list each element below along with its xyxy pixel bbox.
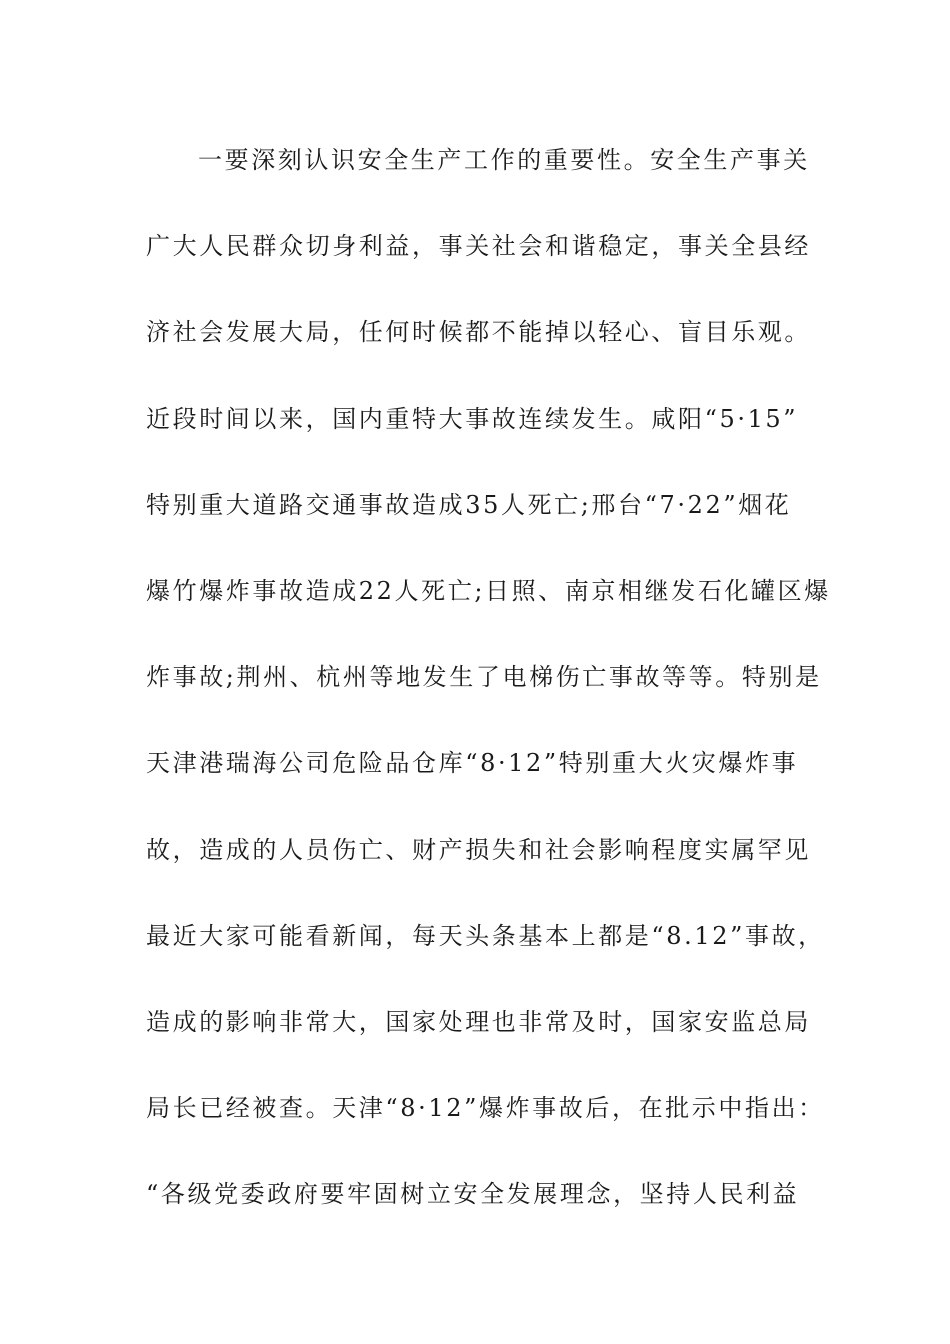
text-line-1: 一要深刻认识安全生产工作的重要性。安全生产事关 — [198, 146, 810, 174]
text-line-8: 天津港瑞海公司危险品仓库“8·12”特别重大火灾爆炸事 — [146, 749, 799, 778]
text-line-6: 爆竹爆炸事故造成22人死亡;日照、南京相继发石化罐区爆 — [146, 576, 831, 605]
text-line-3: 济社会发展大局，任何时候都不能掉以轻心、盲目乐观。 — [146, 318, 811, 347]
text-line-13: “各级党委政府要牢固树立安全发展理念，坚持人民利益 — [146, 1180, 800, 1209]
text-line-2: 广大人民群众切身利益，事关社会和谐稳定，事关全县经 — [146, 232, 811, 261]
text-line-5: 特别重大道路交通事故造成35人死亡;邢台“7·22”烟花 — [146, 490, 792, 519]
text-line-9: 故，造成的人员伤亡、财产损失和社会影响程度实属罕见 — [146, 835, 811, 864]
body-text — [146, 140, 831, 1260]
text-line-4: 近段时间以来，国内重特大事故连续发生。咸阳“5·15” — [146, 404, 799, 433]
text-line-11: 造成的影响非常大，国家处理也非常及时，国家安监总局 — [146, 1007, 811, 1036]
text-line-10: 最近大家可能看新闻，每天头条基本上都是“8.12”事故， — [146, 921, 825, 950]
text-line-7: 炸事故;荆州、杭州等地发生了电梯伤亡事故等等。特别是 — [146, 663, 822, 692]
text-line-12: 局长已经被查。天津“8·12”爆炸事故后，在批示中指出： — [146, 1094, 825, 1123]
